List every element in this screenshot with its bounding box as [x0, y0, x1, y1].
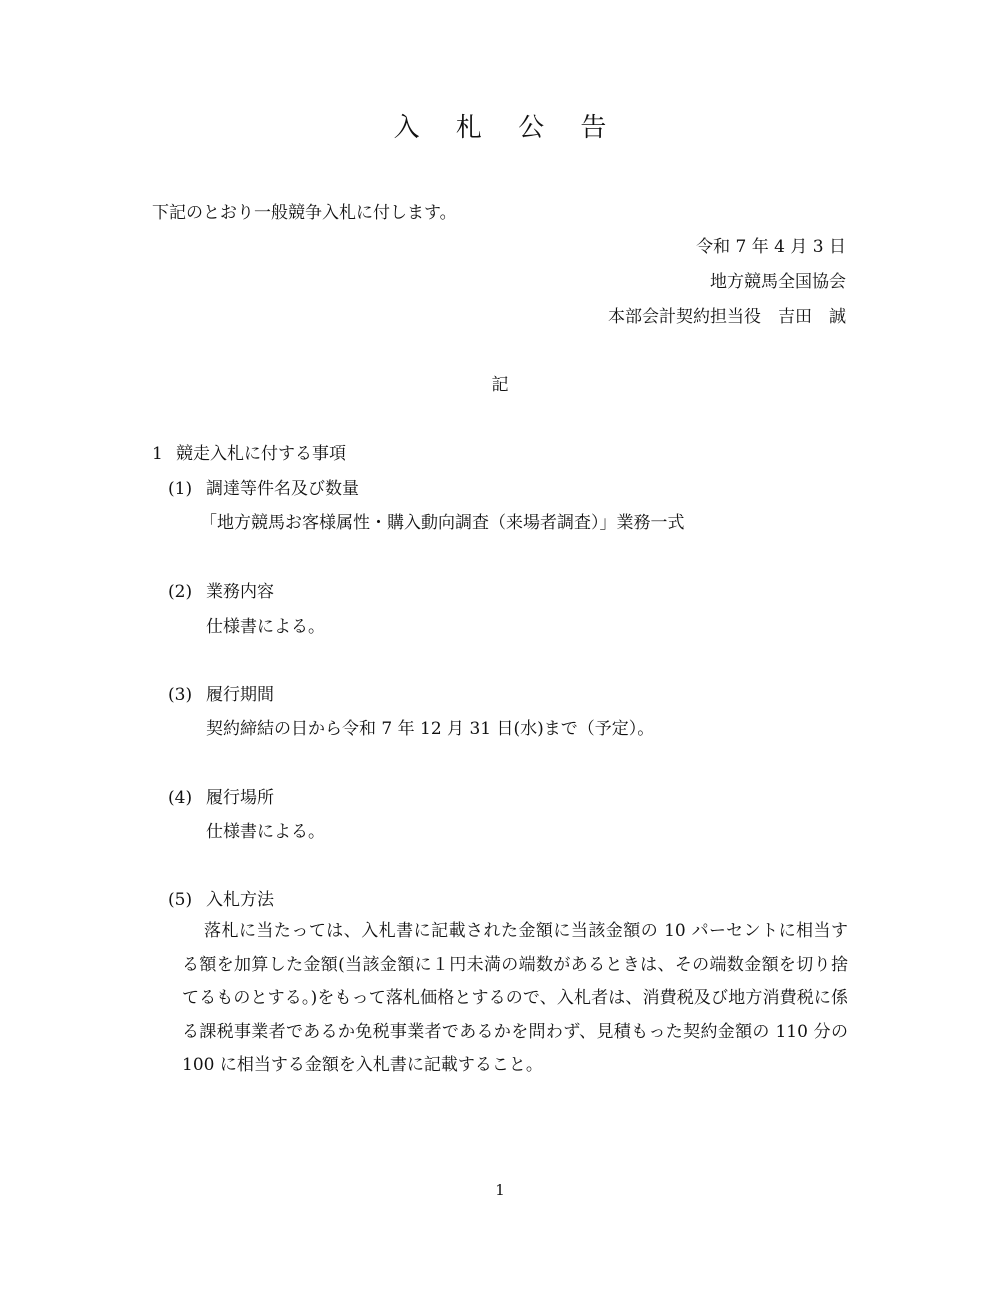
page-number: 1 — [495, 1181, 505, 1199]
item-4-body: 仕様書による。 — [206, 822, 325, 842]
item-2-label: (2) — [168, 582, 193, 602]
item-3-heading: 履行期間 — [206, 685, 274, 705]
ki-heading: 記 — [491, 375, 509, 395]
item-1-heading: 調達等件名及び数量 — [206, 479, 359, 499]
item-2-body: 仕様書による。 — [206, 617, 325, 637]
item-5-heading: 入札方法 — [206, 890, 274, 910]
item-5-body: 落札に当たっては、入札書に記載された金額に当該金額の 10 パーセントに相当する額を加算した金額(当該金額に１円未満の端数があるときは、その端数金額を切り捨てるものとする。)をもって落札価格とするので、入札者は、消費税及び地方消費税に係る課税事業者であるか免税事業者であるかを問わず、見積もった契約金額の 110 分の 100 に相当する金額を入札書に記載すること。 — [182, 921, 848, 1075]
item-4-label: (4) — [168, 788, 193, 808]
organization-name: 地方競馬全国協会 — [710, 272, 846, 292]
page-title: 入 札 公 告 — [393, 113, 621, 143]
item-3-label: (3) — [168, 685, 193, 705]
official-name: 本部会計契約担当役 吉田 誠 — [608, 307, 846, 327]
item-1-label: (1) — [168, 479, 193, 499]
item-2-heading: 業務内容 — [206, 582, 274, 602]
item-4-heading: 履行場所 — [206, 788, 274, 808]
item-5-label: (5) — [168, 890, 193, 910]
item-1-body: 「地方競馬お客様属性・購入動向調査（来場者調査）」業務一式 — [200, 513, 685, 533]
section-1-number: 1 — [152, 444, 163, 464]
section-1-title: 競走入札に付する事項 — [176, 444, 346, 464]
notice-date: 令和 7 年 4 月 3 日 — [696, 237, 846, 257]
intro-text: 下記のとおり一般競争入札に付します。 — [152, 203, 457, 223]
item-3-body: 契約締結の日から令和 7 年 12 月 31 日(水)まで（予定）。 — [206, 719, 655, 739]
